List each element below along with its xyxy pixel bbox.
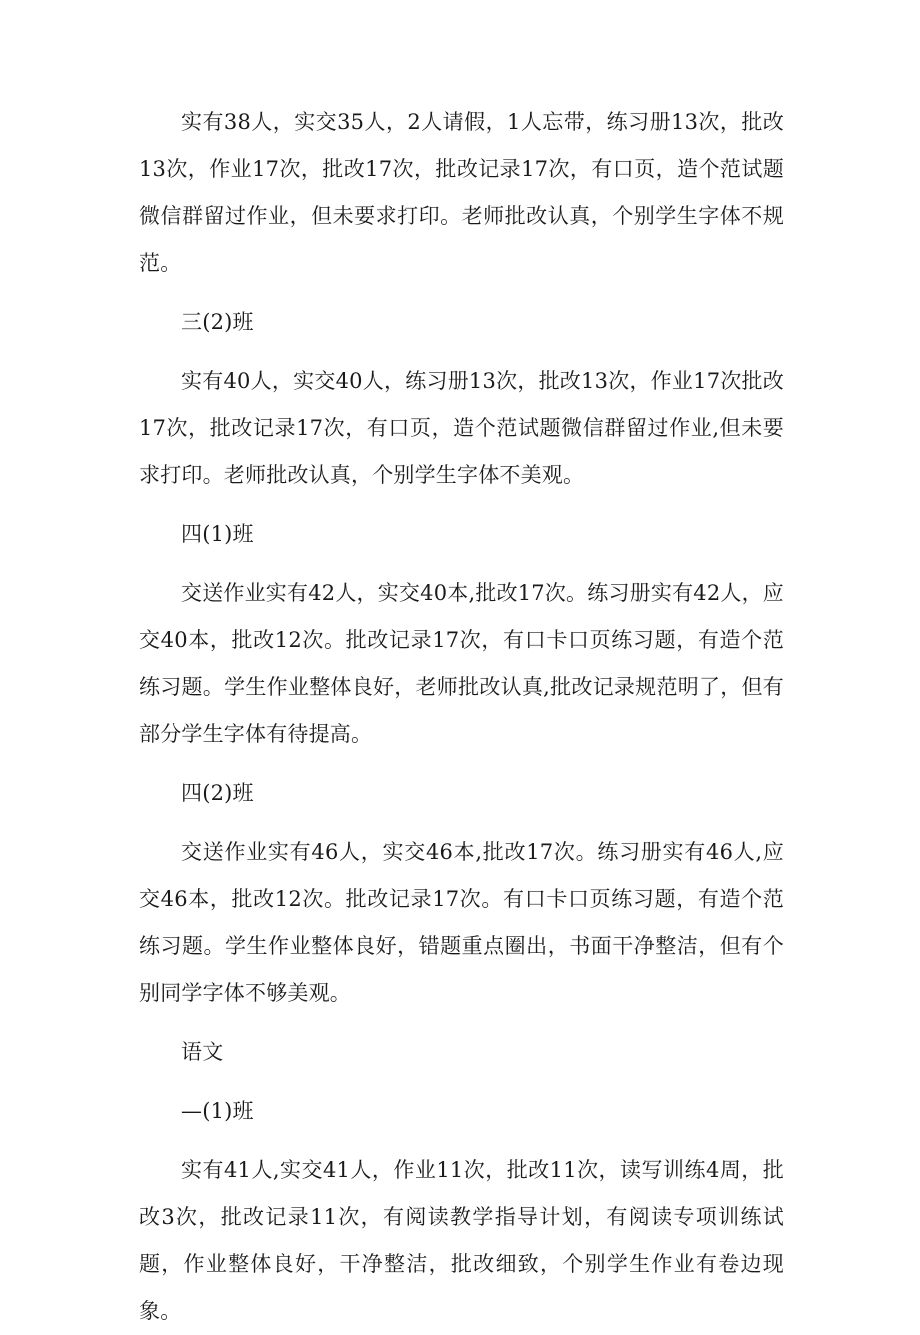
class-3-2-heading: 三(2)班 xyxy=(181,310,254,334)
class-3-2-report-paragraph: 实有40人，实交40人，练习册13次，批改13次，作业17次批改17次，批改记录17次，有口页，造个范试题微信群留过作业,但未要求打印。老师批改认真，个别学生字体不美观。 xyxy=(139,369,784,487)
class-4-1-report-paragraph: 交送作业实有42人，实交40本,批改17次。练习册实有42人，应交40本，批改12次。批改记录17次，有口卡口页练习题，有造个范练习题。学生作业整体良好，老师批改认真,批改记录规范明了，但有部分学生字体有待提高。 xyxy=(139,581,784,746)
class-1-1-heading: —(1)班 xyxy=(181,1099,254,1123)
class-4-2-heading: 四(2)班 xyxy=(181,781,254,805)
class-4-1-heading: 四(1)班 xyxy=(181,522,254,546)
document-body xyxy=(139,99,784,1335)
class-3-1-report-paragraph: 实有38人，实交35人，2人请假，1人忘带，练习册13次，批改13次，作业17次，批改17次，批改记录17次，有口页，造个范试题微信群留过作业，但未要求打印。老师批改认真，个别学生字体不规范。 xyxy=(139,110,784,275)
class-1-1-report-paragraph: 实有41人,实交41人，作业11次，批改11次，读写训练4周，批改3次，批改记录11次，有阅读教学指导计划，有阅读专项训练试题，作业整体良好，干净整洁，批改细致，个别学生作业有卷边现象。 xyxy=(139,1158,784,1323)
chinese-subject-heading: 语文 xyxy=(181,1040,224,1064)
class-4-2-report-paragraph: 交送作业实有46人，实交46本,批改17次。练习册实有46人,应交46本，批改12次。批改记录17次。有口卡口页练习题，有造个范练习题。学生作业整体良好，错题重点圈出，书面干净整洁，但有个别同学字体不够美观。 xyxy=(139,840,784,1005)
